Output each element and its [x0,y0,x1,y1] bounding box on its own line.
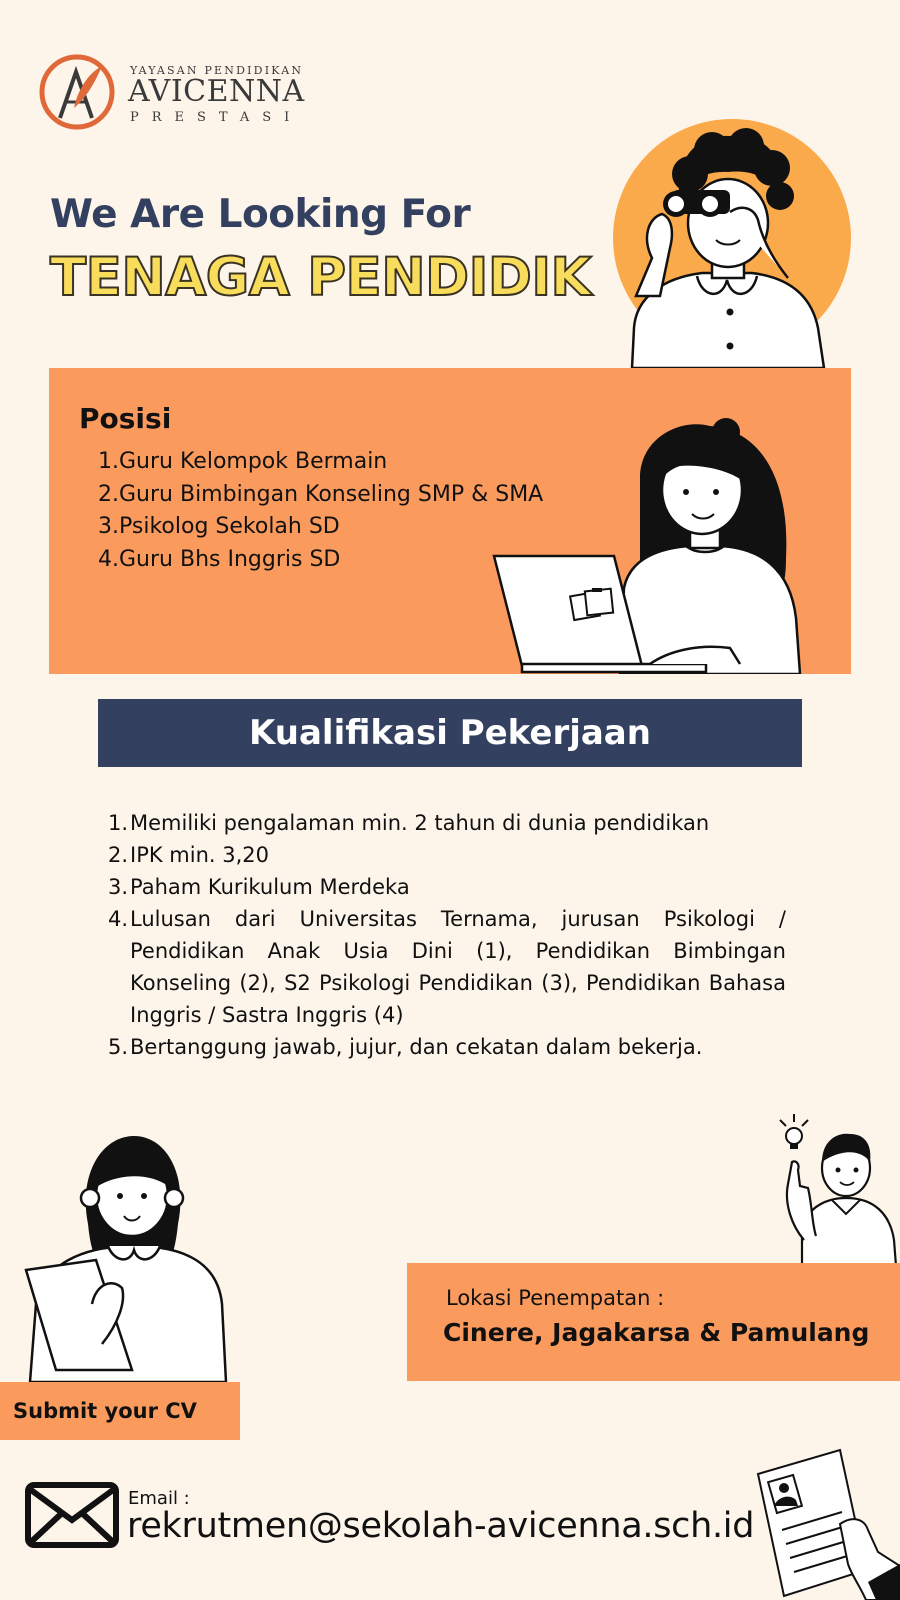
logo-name-text: AVICENNA [128,74,305,109]
logo [38,52,308,134]
qualification-item [106,839,786,871]
position-label: Psikolog Sekolah SD [119,514,340,539]
position-item [92,479,543,512]
laptop-girl-illustration [490,418,810,674]
qualification-text: Memiliki pengalaman min. 2 tahun di dunia pendidikan [130,811,710,835]
qualification-number: 3. [107,875,128,899]
location-value: Cinere, Jagakarsa & Pamulang [443,1318,870,1347]
binoculars-person-illustration [612,128,844,368]
qualification-number: 4. [107,907,128,931]
headline-tenaga-pendidik: TENAGA PENDIDIK [50,247,592,308]
position-item [92,511,543,544]
qualification-number: 2. [107,843,128,867]
qualifications-list [106,807,786,1063]
positions-list [92,446,543,576]
qualification-item [106,871,786,903]
qualification-text: IPK min. 3,20 [130,843,270,867]
email-address-link[interactable]: rekrutmen@sekolah-avicenna.sch.id [127,1506,755,1546]
mail-icon [25,1482,119,1548]
submit-cv-label: Submit your CV [13,1399,197,1423]
qualifications-title: Kualifikasi Pekerjaan [249,713,651,753]
idea-man-illustration [762,1110,900,1266]
qualification-number: 1. [107,811,128,835]
logo-foundation-text: YAYASAN PENDIDIKAN [130,64,304,77]
position-number: 4. [98,546,119,572]
qualification-item [106,903,786,1031]
position-item [92,446,543,479]
position-item [92,544,543,577]
headline-looking-for: We Are Looking For [50,192,471,237]
cv-document-hand-illustration [756,1446,900,1600]
position-number: 3. [98,514,119,539]
qualifications-banner [98,699,802,767]
logo-tagline-text: PRESTASI [130,110,303,125]
qualification-text: Lulusan dari Universitas Ternama, jurusan Psikologi / Pendidikan Anak Usia Dini (1), Pendidikan Bimbingan Konseling (2), S2 Psikologi Pendidikan (3), Pendidikan Bahasa Inggris / Sastra Inggris (4) [130,907,786,1027]
positions-title: Posisi [79,402,172,435]
avicenna-logo-emblem [38,52,120,134]
qualification-text: Bertanggung jawab, jujur, dan cekatan dalam bekerja. [130,1035,703,1059]
qualification-number: 5. [107,1035,128,1059]
girl-with-paper-illustration [22,1134,232,1382]
position-label: Guru Bhs Inggris SD [119,546,341,572]
qualification-text: Paham Kurikulum Merdeka [130,875,410,899]
position-label: Guru Bimbingan Konseling SMP & SMA [119,481,544,507]
submit-cv-box [0,1382,240,1440]
qualification-item [106,1031,786,1063]
location-label: Lokasi Penempatan : [446,1286,665,1310]
position-number: 2. [98,481,119,507]
email-label: Email : [128,1488,190,1509]
position-label: Guru Kelompok Bermain [119,449,388,474]
qualification-item [106,807,786,839]
position-number: 1. [98,449,119,474]
